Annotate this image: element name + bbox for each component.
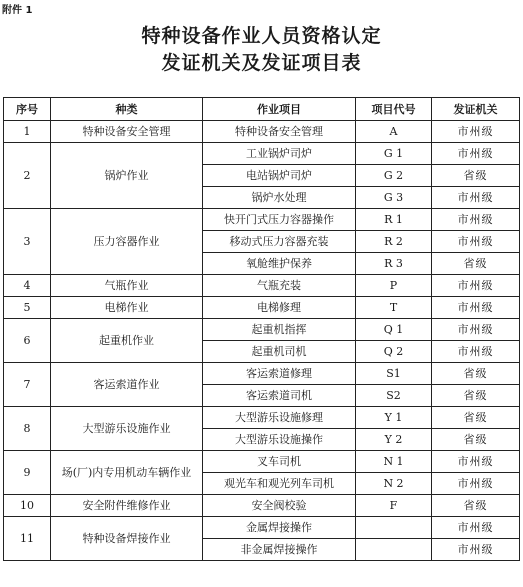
code-cell: Y 1 xyxy=(356,407,432,429)
item-cell: 观光车和观光列车司机 xyxy=(203,473,356,495)
category-cell: 安全附件维修作业 xyxy=(51,495,203,517)
code-cell: N 1 xyxy=(356,451,432,473)
category-cell: 起重机作业 xyxy=(51,319,203,363)
code-cell: Q 2 xyxy=(356,341,432,363)
category-cell: 场(厂)内专用机动车辆作业 xyxy=(51,451,203,495)
category-cell: 锅炉作业 xyxy=(51,143,203,209)
authority-cell: 市州级 xyxy=(432,539,520,561)
item-cell: 电站锅炉司炉 xyxy=(203,165,356,187)
authority-cell: 市州级 xyxy=(432,143,520,165)
authority-cell: 省级 xyxy=(432,407,520,429)
authority-cell: 市州级 xyxy=(432,473,520,495)
row-number: 7 xyxy=(4,363,51,407)
header-category: 种类 xyxy=(51,98,203,121)
row-number: 2 xyxy=(4,143,51,209)
category-cell: 特种设备安全管理 xyxy=(51,121,203,143)
code-cell: R 1 xyxy=(356,209,432,231)
code-cell: T xyxy=(356,297,432,319)
authority-cell: 市州级 xyxy=(432,297,520,319)
row-number: 4 xyxy=(4,275,51,297)
row-number: 1 xyxy=(4,121,51,143)
authority-cell: 市州级 xyxy=(432,231,520,253)
item-cell: 快开门式压力容器操作 xyxy=(203,209,356,231)
row-number: 9 xyxy=(4,451,51,495)
table-row xyxy=(4,209,520,231)
item-cell: 叉车司机 xyxy=(203,451,356,473)
code-cell: G 1 xyxy=(356,143,432,165)
table-row xyxy=(4,297,520,319)
item-cell: 锅炉水处理 xyxy=(203,187,356,209)
authority-cell: 市州级 xyxy=(432,275,520,297)
table-row xyxy=(4,495,520,517)
row-number: 11 xyxy=(4,517,51,561)
item-cell: 客运索道修理 xyxy=(203,363,356,385)
item-cell: 客运索道司机 xyxy=(203,385,356,407)
row-number: 8 xyxy=(4,407,51,451)
authority-cell: 省级 xyxy=(432,385,520,407)
attachment-label: 附件 1 xyxy=(2,5,33,16)
code-cell: G 2 xyxy=(356,165,432,187)
authority-cell: 市州级 xyxy=(432,187,520,209)
code-cell: Y 2 xyxy=(356,429,432,451)
authority-cell: 省级 xyxy=(432,363,520,385)
table-row xyxy=(4,451,520,473)
table-row xyxy=(4,407,520,429)
authority-cell: 市州级 xyxy=(432,341,520,363)
table-row xyxy=(4,319,520,341)
item-cell: 氧舱维护保养 xyxy=(203,253,356,275)
code-cell: Q 1 xyxy=(356,319,432,341)
item-cell: 特种设备安全管理 xyxy=(203,121,356,143)
code-cell xyxy=(356,517,432,539)
authority-cell: 省级 xyxy=(432,495,520,517)
category-cell: 压力容器作业 xyxy=(51,209,203,275)
authority-cell: 市州级 xyxy=(432,451,520,473)
row-number: 6 xyxy=(4,319,51,363)
page-title: 特种设备作业人员资格认定 xyxy=(141,25,382,47)
item-cell: 起重机指挥 xyxy=(203,319,356,341)
item-cell: 非金属焊接操作 xyxy=(203,539,356,561)
row-number: 3 xyxy=(4,209,51,275)
item-cell: 起重机司机 xyxy=(203,341,356,363)
row-number: 10 xyxy=(4,495,51,517)
code-cell: S1 xyxy=(356,363,432,385)
category-cell: 客运索道作业 xyxy=(51,363,203,407)
row-number: 5 xyxy=(4,297,51,319)
code-cell: P xyxy=(356,275,432,297)
code-cell: G 3 xyxy=(356,187,432,209)
category-cell: 电梯作业 xyxy=(51,297,203,319)
header-item: 作业项目 xyxy=(203,98,356,121)
code-cell: F xyxy=(356,495,432,517)
item-cell: 金属焊接操作 xyxy=(203,517,356,539)
authority-cell: 市州级 xyxy=(432,319,520,341)
code-cell: R 2 xyxy=(356,231,432,253)
item-cell: 移动式压力容器充装 xyxy=(203,231,356,253)
table-body xyxy=(4,121,520,561)
table-header-row xyxy=(4,98,520,121)
header-code: 项目代号 xyxy=(356,98,432,121)
table-row xyxy=(4,363,520,385)
category-cell: 大型游乐设施作业 xyxy=(51,407,203,451)
item-cell: 气瓶充装 xyxy=(203,275,356,297)
authority-cell: 市州级 xyxy=(432,517,520,539)
authority-cell: 市州级 xyxy=(432,209,520,231)
item-cell: 电梯修理 xyxy=(203,297,356,319)
code-cell: A xyxy=(356,121,432,143)
table-row xyxy=(4,517,520,539)
item-cell: 工业锅炉司炉 xyxy=(203,143,356,165)
authority-cell: 省级 xyxy=(432,253,520,275)
category-cell: 特种设备焊接作业 xyxy=(51,517,203,561)
header-authority: 发证机关 xyxy=(432,98,520,121)
header-no: 序号 xyxy=(4,98,51,121)
item-cell: 大型游乐设施操作 xyxy=(203,429,356,451)
authority-cell: 省级 xyxy=(432,429,520,451)
authority-cell: 省级 xyxy=(432,165,520,187)
page-subtitle: 发证机关及发证项目表 xyxy=(161,52,362,74)
code-cell xyxy=(356,539,432,561)
table-row xyxy=(4,143,520,165)
item-cell: 安全阀校验 xyxy=(203,495,356,517)
certification-table xyxy=(3,97,520,561)
code-cell: S2 xyxy=(356,385,432,407)
item-cell: 大型游乐设施修理 xyxy=(203,407,356,429)
category-cell: 气瓶作业 xyxy=(51,275,203,297)
authority-cell: 市州级 xyxy=(432,121,520,143)
table-row xyxy=(4,121,520,143)
table-row xyxy=(4,275,520,297)
code-cell: N 2 xyxy=(356,473,432,495)
code-cell: R 3 xyxy=(356,253,432,275)
